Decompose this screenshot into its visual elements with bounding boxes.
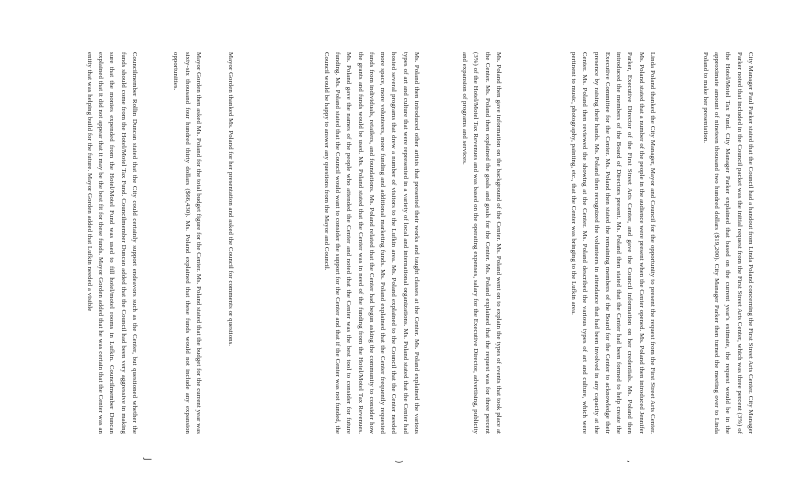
- page-mark-3: J: [142, 458, 152, 461]
- paragraph-7: Councilmember Rollin Duncan stated that the City could certainly support endeavors such as the Center, but questioned whether the funds should come from the Hotel/Motel Tax Fund. Councilmember Duncan added that the Council had been very aggressive in making sure that the monies expended from the Hotel/Motel Fund was used to fill hotel/motel rooms in Lufkin. Councilmember Duncan explained that it did not appear that it may be the best fit for these funds. Mayor Gorden added that he was certain that the Center was an entity that was helping build for the future. Mayor Gorden added that Lufkin needed a visible: [85, 52, 138, 434]
- page-mark-2: ): [393, 460, 403, 464]
- paragraph-2: Linda Poland thanked the City Manager, Mayor and Council for the opportunity to present the request from the First Street Arts Center. Ms. Poland stated that a number of the people in the audience were present when the Center opened. Ms. Poland then introduced Jennifer Parker, Executive Director of the First Street Arts Center, and gave the Council information on her credentials. Ms. Poland then introduced the members of the Board of Directors present. Ms. Poland then stated that the Center had been formed to help create the Executive Committee for the Center. Ms. Poland then stated the remaining members of the Board for the Center to acknowledge their presence by raising their hands. Ms. Poland then recognized the volunteers in attendance that had been involved in any capacity at the Center. Ms. Poland then reviewed the showing at the Center. Ms. Poland described the various types of art and culture, which were pertinent to music, photography, painting, etc., that the Center was bringing to the Lufkin area.: [569, 52, 656, 434]
- page-mark-1: ,: [625, 460, 635, 463]
- paragraph-1: City Manager Paul Parker stated that the Council had a handout from Linda Poland concerning the First Street Arts Center. City Manager Parker noted that included in the Council packet was the initial request from the First Street Arts Center, which was three percent (3%) of the Hotel/Motel Tax Fund. City Manager Parker explained that based on the current year's estimate, the request would be in the approximate amount of nineteen thousand two hundred dollars ($19,200). City Manager Parker then turned the meeting over to Linda Poland to make her presentation.: [701, 52, 754, 434]
- paragraph-5: Mayor Gorden thanked Ms. Poland for her presentation and asked the Council for comments or questions.: [227, 52, 234, 347]
- paragraph-4: Ms. Poland then introduced other artists that presented their works and taught classes at the Center. Ms. Poland explained the various types of art and culture that were represented in a variety of local and international organizations. Ms. Poland stated that the Center had hosted several programs that drew a number of visitors to the Lufkin area. Ms. Poland explained to the Council that the Center needed more space, more volunteers, more funding and additional marketing funds. Ms. Poland explained that the Center frequently requested funds from individuals, retailers, and foundations. Ms. Poland related that the Center had begun asking the community to consider how the grants and funds would be used. Ms. Poland stated that the Center was in need of the funding from the Hotel/Motel Tax Revenues. Ms. Poland gave the names of the people who attended the Center and noted that the Center was the best tool to consider for future funding. Ms. Poland stated that the Council would want to consider the support for the Center and that if the Center was not funded, the Council would be happy to answer any questions from the Mayor and Council.: [322, 52, 420, 434]
- paragraph-3: Ms. Poland then gave information on the background of the Center. Ms. Poland went on to explain the types of events that took place at the Center. Ms. Poland then explained the goals and goals for the Center. Ms. Poland explained that the request was for three percent (3%) of the Hotel/Motel Tax Revenues and was based on the operating expenses, salary for the Executive Director, advertising, publicity and expansion of programs and services.: [461, 52, 502, 434]
- paragraph-6: Mayor Gorden then asked Ms. Poland for the total budget figure for the Center. Ms. Poland stated that the budget for the current year was sixty-six thousand four hundred thirty dollars ($66,430). Ms. Poland explained that these funds would not include any expansion opportunities.: [172, 52, 202, 434]
